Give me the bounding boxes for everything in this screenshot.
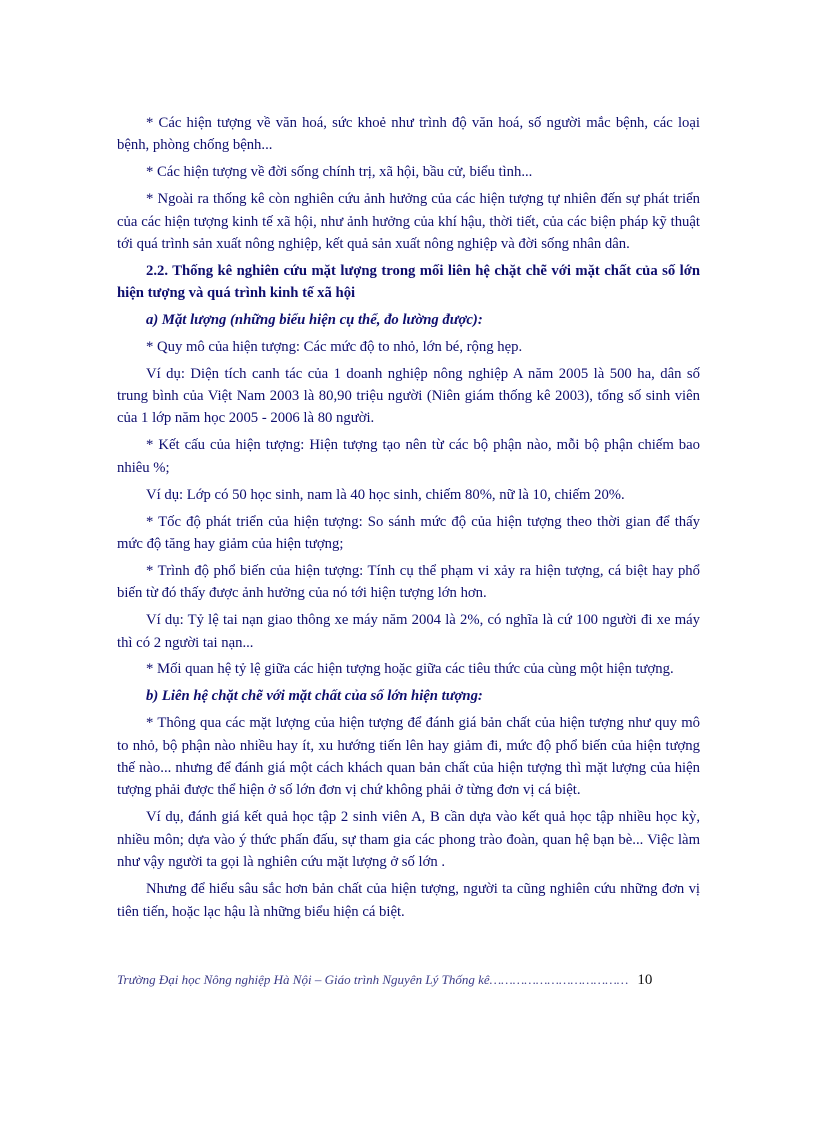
- paragraph-scale-example: Ví dụ: Diện tích canh tác của 1 doanh nghiệp nông nghiệp A năm 2005 là 500 ha, dân số trung bình của Việt Nam 2003 là 80,90 triệu người (Niên giám thống kê 2003), tổng số sinh viên của 1 lớp năm học 2005 - 2006 là 80 người.: [117, 365, 700, 427]
- paragraph-politics-society: * Các hiện tượng về đời sống chính trị, xã hội, bầu cử, biểu tình...: [146, 164, 533, 181]
- paragraph-natural-influence: * Ngoài ra thống kê còn nghiên cứu ảnh hưởng của các hiện tượng tự nhiên đến sự phát triển của các hiện tượng kinh tế xã hội, như ảnh hưởng của khí hậu, thời tiết, của các biện pháp kỹ thuật tới quá trình sản xuất nông nghiệp, kết quả sản xuất nông nghiệp và đời sống nhân dân.: [117, 191, 700, 253]
- paragraph-individual-units: Nhưng để hiểu sâu sắc hơn bản chất của hiện tượng, người ta cũng nghiên cứu những đơn vị tiên tiến, hoặc lạc hậu là những biểu hiện cá biệt.: [117, 881, 700, 920]
- page-footer: [117, 972, 700, 989]
- paragraph-scale: * Quy mô của hiện tượng: Các mức độ to nhỏ, lớn bé, rộng hẹp.: [146, 338, 523, 355]
- footer-text: Trường Đại học Nông nghiệp Hà Nội – Giáo trình Nguyên Lý Thống kê………………………………: [117, 972, 629, 987]
- paragraph-student-example: Ví dụ, đánh giá kết quả học tập 2 sinh viên A, B cần dựa vào kết quả học tập nhiều học kỳ, nhiều môn; dựa vào ý thức phấn đấu, sự tham gia các phong trào đoàn, quan hệ bạn bè... Việc làm như vậy người ta gọi là nghiên cứu mặt lượng ở số lớn .: [117, 809, 700, 871]
- paragraph-culture-health: * Các hiện tượng về văn hoá, sức khoẻ như trình độ văn hoá, số người mắc bệnh, các loại bệnh, phòng chống bệnh...: [117, 115, 700, 154]
- paragraph-structure: * Kết cấu của hiện tượng: Hiện tượng tạo nên từ các bộ phận nào, mỗi bộ phận chiếm bao nhiêu %;: [117, 437, 700, 476]
- section-heading-2-2: 2.2. Thống kê nghiên cứu mặt lượng trong mối liên hệ chặt chẽ với mặt chất của số lớn hiện tượng và quá trình kinh tế xã hội: [117, 262, 700, 302]
- page-number: 10: [637, 972, 653, 988]
- paragraph-ratio-relationship: * Mối quan hệ tỷ lệ giữa các hiện tượng hoặc giữa các tiêu thức của cùng một hiện tượng.: [146, 661, 674, 678]
- paragraph-prevalence-example: Ví dụ: Tỷ lệ tai nạn giao thông xe máy năm 2004 là 2%, có nghĩa là cứ 100 người đi xe máy thì có 2 người tai nạn...: [117, 612, 700, 651]
- paragraph-growth-rate: * Tốc độ phát triển của hiện tượng: So sánh mức độ của hiện tượng theo thời gian để thấy mức độ tăng hay giảm của hiện tượng;: [117, 513, 700, 552]
- subheading-quantity-aspect: a) Mặt lượng (những biểu hiện cụ thể, đo lường được):: [146, 311, 483, 328]
- paragraph-structure-example: Ví dụ: Lớp có 50 học sinh, nam là 40 học sinh, chiếm 80%, nữ là 10, chiếm 20%.: [146, 486, 625, 503]
- page-content: [117, 112, 700, 927]
- subheading-quality-link: b) Liên hệ chặt chẽ với mặt chất của số lớn hiện tượng:: [146, 688, 483, 705]
- paragraph-quality-assessment: * Thông qua các mặt lượng của hiện tượng để đánh giá bản chất của hiện tượng như quy mô to nhỏ, bộ phận nào nhiều hay ít, xu hướng tiến lên hay giảm đi, mức độ phổ biến của hiện tượng thế nào... nhưng để đánh giá một cách khách quan bản chất của hiện tượng thì mặt lượng của hiện tượng phải được thể hiện ở số lớn đơn vị chứ không phải ở từng đơn vị cá biệt.: [117, 715, 700, 799]
- paragraph-prevalence: * Trình độ phổ biến của hiện tượng: Tính cụ thể phạm vi xảy ra hiện tượng, cá biệt hay phổ biến từ đó thấy được ảnh hưởng của nó tới hiện tượng lớn hơn.: [117, 562, 700, 602]
